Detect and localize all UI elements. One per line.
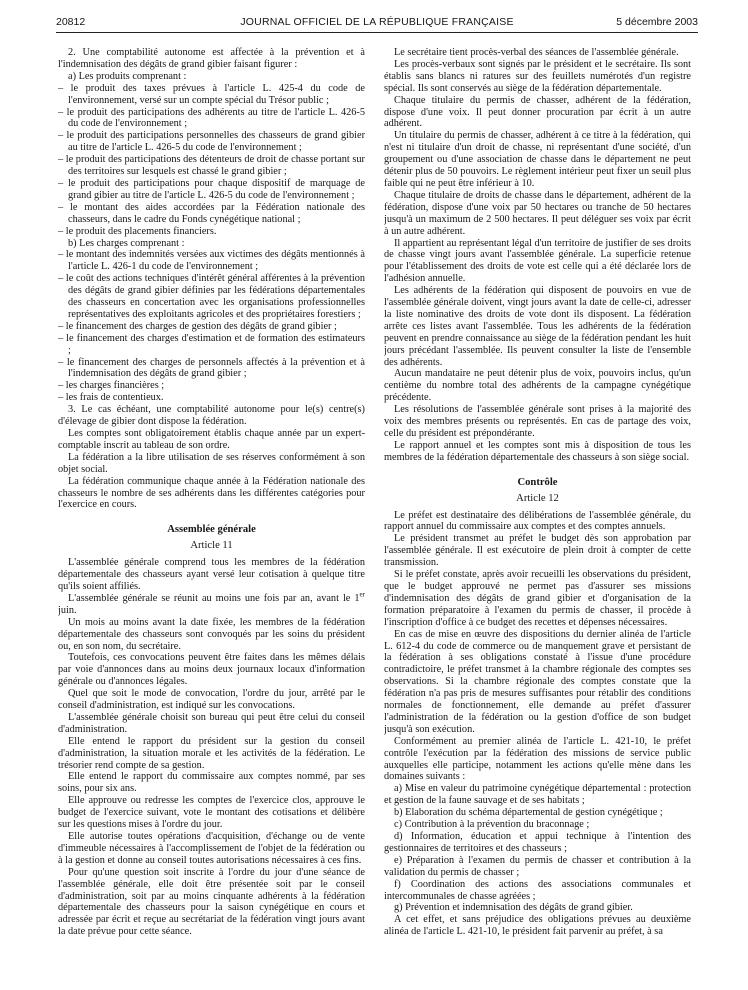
list-item: – le produit des participations pour chaque dispositif de marquage de grand gibier au titre de l'article L. 426-5 du code de l'environnement ; bbox=[58, 177, 365, 201]
list-item: – le produit des participations personnelles des chasseurs de grand gibier au titre de l'article L. 426-5 du code de l'environnement ; bbox=[58, 130, 365, 154]
paragraph: Un mois au moins avant la date fixée, les membres de la fédération départementale des chasseurs sont convoqués par les soins du président ou, en son nom, du secrétaire. bbox=[58, 616, 365, 652]
paragraph: Chaque titulaire du permis de chasser, adhérent de la fédération, dispose d'une voix. Il peut donner procuration par écrit à un autre adhérent. bbox=[384, 94, 691, 130]
list-item: b) Elaboration du schéma départemental de gestion cynégétique ; bbox=[394, 807, 663, 819]
list-item: – les frais de contentieux. bbox=[58, 392, 164, 404]
paragraph: L'assemblée générale comprend tous les membres de la fédération départementale des chasseurs ayant versé leur cotisation à quelque titre qu'ils soient affiliés. bbox=[58, 557, 365, 592]
list-item: c) Contribution à la prévention du braconnage ; bbox=[394, 819, 590, 831]
article-heading: Article 12 bbox=[516, 492, 559, 504]
paragraph: b) Les charges comprenant : bbox=[68, 237, 185, 249]
paragraph: Quel que soit le mode de convocation, l'ordre du jour, arrêté par le conseil d'administration, est indiqué sur les convocations. bbox=[58, 688, 365, 712]
paragraph: Les résolutions de l'assemblée générale sont prises à la majorité des voix des membres présents ou représentés. En cas de partage des voix, celle du président est prépondérante. bbox=[384, 404, 691, 439]
paragraph: Aucun mandataire ne peut détenir plus de voix, pouvoirs inclus, qu'un centième du nombre total des adhérents de la campagne cynégétique précédente. bbox=[384, 368, 691, 404]
paragraph: Pour qu'une question soit inscrite à l'ordre du jour d'une séance de l'assemblée générale, elle doit être présentée soit par le conseil d'administration, soit par au moins cinquante adhérents à la fédération départementale des chasseurs pour la saison cynégétique en cours et adressée par écrit et reçue au secrétariat de la fédération vingt jours avant la date prévue pour cette séance. bbox=[58, 866, 365, 938]
list-item: – le produit des taxes prévues à l'article L. 425-4 du code de l'environnement, versé sur un compte spécial du Trésor public ; bbox=[58, 82, 365, 106]
list-item: – le coût des actions techniques d'intérêt général afférentes à la prévention des dégâts de grand gibier définies par les fédérations départementales des chasseurs en concertation avec les organisations professionnelles représentatives des exploitants agricoles et des propriétaires forestiers ; bbox=[58, 273, 365, 320]
header-rule bbox=[56, 32, 698, 33]
left-column bbox=[58, 47, 365, 982]
paragraph: a) Les produits comprenant : bbox=[68, 70, 187, 82]
section-heading: Contrôle bbox=[517, 476, 558, 488]
paragraph-text: juin. bbox=[58, 604, 77, 616]
paragraph: A cet effet, et sans préjudice des obligations prévues au deuxième alinéa de l'article L. 421-10, le président fait parvenir au préfet, à sa bbox=[384, 914, 691, 938]
paragraph: 3. Le cas échéant, une comptabilité autonome pour le(s) centre(s) d'élevage de gibier dont dispose la fédération. bbox=[58, 404, 365, 428]
list-item: – le financement des charges de gestion des dégâts de grand gibier ; bbox=[58, 320, 337, 332]
paragraph: La fédération a la libre utilisation de ses réserves conformément à son objet social. bbox=[58, 451, 365, 475]
paragraph: Elle autorise toutes opérations d'acquisition, d'échange ou de vente d'immeuble nécessaires à l'accomplissement de l'objet de la fédération ou à la gestion et donne au conseil toutes autorisations nécessaires à ces fins. bbox=[58, 831, 365, 866]
list-item: – le produit des placements financiers. bbox=[58, 225, 217, 237]
section-heading: Assemblée générale bbox=[167, 524, 256, 536]
list-item: a) Mise en valeur du patrimoine cynégétique départemental : protection et gestion de la faune sauvage et de ses habitats ; bbox=[384, 783, 691, 807]
paragraph: Elle approuve ou redresse les comptes de l'exercice clos, approuve le budget de l'exercice suivant, vote le montant des cotisations et délibère sur les questions mises à l'ordre du jour. bbox=[58, 795, 365, 831]
paragraph: Le préfet est destinataire des délibérations de l'assemblée générale, du rapport annuel du commissaire aux comptes et des comptes annuels. bbox=[384, 509, 691, 533]
list-item: f) Coordination des actions des associations communales et intercommunales de chasse agréées ; bbox=[384, 878, 691, 902]
paragraph: Elle entend le rapport du président sur la gestion du conseil d'administration, la situation morale et les activités de la fédération. Le trésorier rend compte de sa gestion. bbox=[58, 735, 365, 771]
article-heading: Article 11 bbox=[190, 540, 233, 552]
paragraph: Il appartient au représentant légal d'un territoire de justifier de ses droits de chasse vingt jours avant l'assemblée générale. La superficie retenue pour l'établissement des droits de vote est celle qui a été déclarée lors de l'adhésion annuelle. bbox=[384, 237, 691, 285]
paragraph: Le secrétaire tient procès-verbal des séances de l'assemblée générale. bbox=[394, 47, 679, 58]
paragraph: En cas de mise en œuvre des dispositions du dernier alinéa de l'article L. 612-4 du code de commerce ou de manquement grave et persistant de la fédération à ses obligations constaté à l'issue d'une procédure contradictoire, le préfet transmet à la chambre régionale des comptes ses observations. Si la chambre régionale des comptes constate que la fédération n'a pas pris de mesures suffisantes pour rétablir des conditions normales de fonctionnement, elle demande au préfet d'assurer l'administration de la fédération ou la gestion d'office de son budget jusqu'à son exécution. bbox=[384, 628, 691, 735]
list-item: – le produit des participations des adhérents au titre de l'article L. 426-5 du code de l'environnement ; bbox=[58, 106, 365, 130]
page-number: 20812 bbox=[56, 16, 86, 28]
paragraph-text: L'assemblée générale se réunit au moins une fois par an, avant le 1 bbox=[68, 592, 360, 604]
list-item: – les charges financières ; bbox=[58, 380, 165, 392]
page-header bbox=[56, 16, 698, 32]
list-item: – le montant des indemnités versées aux victimes des dégâts mentionnés à l'article L. 426-1 du code de l'environnement ; bbox=[58, 249, 365, 273]
paragraph: Toutefois, ces convocations peuvent être faites dans les mêmes délais par voie d'annonces dans au moins deux journaux locaux d'information générale ou d'annonces légales. bbox=[58, 652, 365, 688]
list-item: g) Prévention et indemnisation des dégâts de grand gibier. bbox=[394, 902, 633, 914]
paragraph: L'assemblée générale choisit son bureau qui peut être celui du conseil d'administration. bbox=[58, 711, 365, 735]
paragraph bbox=[58, 590, 365, 617]
ordinal-superscript: er bbox=[359, 590, 365, 599]
paragraph: La fédération communique chaque année à la Fédération nationale des chasseurs le nombre de ses adhérents dans les différentes catégories pour l'exercice en cours. bbox=[58, 475, 365, 511]
paragraph: Les comptes sont obligatoirement établis chaque année par un expert-comptable inscrit au tableau de son ordre. bbox=[58, 428, 365, 451]
list-item: – le montant des aides accordées par la Fédération nationale des chasseurs, dans le cadre du Fonds cynégétique national ; bbox=[58, 201, 365, 225]
publication-date: 5 décembre 2003 bbox=[616, 16, 698, 28]
list-item: d) Information, éducation et appui technique à l'intention des gestionnaires de territoires et des chasseurs ; bbox=[384, 831, 691, 854]
right-column bbox=[384, 47, 691, 982]
paragraph: Le rapport annuel et les comptes sont mis à disposition de tous les membres de la fédération départementale des chasseurs à son siège social. bbox=[384, 439, 691, 463]
paragraph: Le président transmet au préfet le budget dès son approbation par l'assemblée générale. Il est exécutoire de plein droit à compter de cette transmission. bbox=[384, 533, 691, 569]
list-item: – le financement des charges d'estimation et de formation des estimateurs ; bbox=[58, 332, 365, 356]
journal-title: JOURNAL OFFICIEL DE LA RÉPUBLIQUE FRANÇAISE bbox=[240, 16, 514, 28]
paragraph: Les adhérents de la fédération qui disposent de pouvoirs en vue de l'assemblée générale doivent, vingt jours avant la date de celle-ci, adresser la liste nominative des droits de vote dont ils disposent. La fédération arrête ces listes avant l'assemblée. Tous les adhérents de la fédération peuvent en prendre connaissance au siège de la fédération pendant les huit jours précédant l'assemblée. Ils peuvent consulter la liste de l'ensemble des adhérents. bbox=[384, 285, 691, 368]
paragraph: Chaque titulaire de droits de chasse dans le département, adhérent de la fédération, dispose d'une voix par 50 hectares ou tranche de 50 hectares jusqu'à un maximum de 2 500 hectares. Il peut déléguer ses voix par écrit à un autre adhérent. bbox=[384, 189, 691, 237]
list-item: – le financement des charges de personnels affectés à la prévention et à l'indemnisation des dégâts de grand gibier ; bbox=[58, 356, 365, 380]
paragraph: Si le préfet constate, après avoir recueilli les observations du président, que le budget approuvé ne permet pas d'assurer ses missions d'indemnisation des dégâts de grand gibier et d'organisation de la formation préparatoire à l'examen du permis de chasser, il procède à l'inscription d'office à ce budget des recettes et dépenses nécessaires. bbox=[384, 569, 691, 628]
paragraph: 2. Une comptabilité autonome est affectée à la prévention et à l'indemnisation des dégâts de grand gibier faisant figurer : bbox=[58, 47, 365, 70]
paragraph: Conformément au premier alinéa de l'article L. 421-10, le préfet contrôle l'exécution par la fédération des missions de service public auxquelles elle participe, notamment les actions qu'elle mène dans les domaines suivants : bbox=[384, 735, 691, 783]
paragraph: Un titulaire du permis de chasser, adhérent à ce titre à la fédération, qui n'est ni titulaire d'un droit de chasse, ni représentant d'une société, d'un groupement ou d'une association de chasse dans le département ne peut détenir plus de 50 pouvoirs. Le règlement intérieur peut fixer un seuil plus faible qui ne peut être inférieur à 10. bbox=[384, 130, 691, 189]
list-item: e) Préparation à l'examen du permis de chasser et contribution à la validation du permis de chasser ; bbox=[384, 854, 691, 878]
paragraph: Les procès-verbaux sont signés par le président et le secrétaire. Ils sont établis sans blancs ni ratures sur des feuillets numérotés d'un registre spécial. Ils sont conservés au siège de la fédération départementale. bbox=[384, 58, 691, 94]
paragraph: Elle entend le rapport du commissaire aux comptes nommé, par ses soins, pour six ans. bbox=[58, 771, 365, 795]
list-item: – le produit des participations des détenteurs de droit de chasse portant sur des territoires sur lesquels est chassé le grand gibier ; bbox=[58, 154, 365, 178]
